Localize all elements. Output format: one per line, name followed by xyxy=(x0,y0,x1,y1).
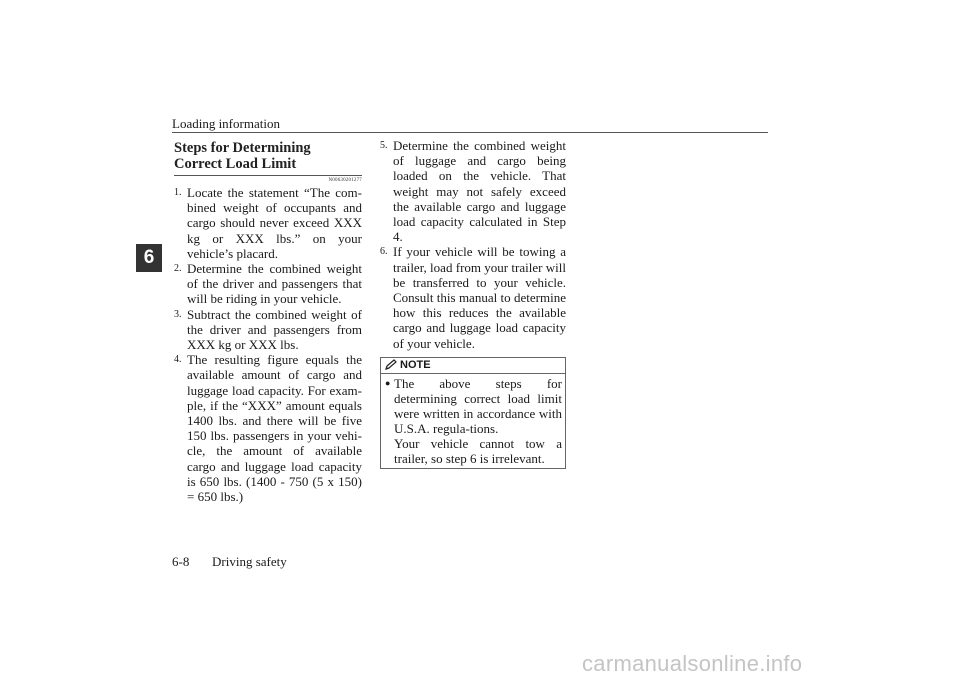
step-number: 1. xyxy=(174,187,182,198)
step-number: 4. xyxy=(174,354,182,366)
step-number: 5. xyxy=(380,140,388,151)
left-column xyxy=(174,138,362,504)
step-text: Locate the statement “The com-bined weight of occupants and cargo should never exceed XXX kg or XXX lbs.” on your vehicle’s placard. xyxy=(187,185,362,261)
note-paragraph: The above steps for determining correct load limit were written in accordance with U.S.A. regula-tions. xyxy=(394,375,562,436)
steps-list-right xyxy=(380,138,566,351)
pencil-icon xyxy=(384,359,398,371)
section-heading: Steps for Determining Correct Load Limit xyxy=(174,138,362,176)
step-item xyxy=(174,352,362,504)
steps-list-left xyxy=(174,185,362,504)
note-header xyxy=(381,358,565,374)
step-item xyxy=(174,185,362,261)
step-item xyxy=(380,244,566,350)
step-item xyxy=(174,307,362,353)
step-number: 6. xyxy=(380,246,388,258)
watermark: carmanualsonline.info xyxy=(582,651,803,676)
note-body xyxy=(381,374,565,466)
step-item xyxy=(174,261,362,307)
step-item xyxy=(380,138,566,244)
step-text: The resulting figure equals the available amount of cargo and luggage load capacity. For exam-ple, if the “XXX” amount equals 1400 lbs. and there will be five 150 lbs. passengers in your vehi-cle, the amount of available cargo and luggage load capacity is 650 lbs. (1400 - 750 (5 x 150) = 650 lbs.) xyxy=(187,352,362,505)
page-number: 6-8 xyxy=(172,554,190,569)
bullet-icon: ● xyxy=(385,377,391,388)
step-text: Determine the combined weight of luggage and cargo being loaded on the vehicle. That weight may not safely exceed the available cargo and luggage load capacity calculated in Step 4. xyxy=(393,138,566,245)
note-paragraph: Your vehicle cannot tow a trailer, so step 6 is irrelevant. xyxy=(394,435,562,466)
note-box xyxy=(380,357,566,469)
step-text: Determine the combined weight of the driver and passengers that will be riding in your vehicle. xyxy=(187,261,362,307)
section-code: N00630201277 xyxy=(328,178,362,183)
right-column xyxy=(380,136,566,469)
footer-section-title: Driving safety xyxy=(212,554,287,569)
note-text xyxy=(394,376,562,466)
header-rule xyxy=(172,132,768,133)
step-number: 2. xyxy=(174,263,182,275)
chapter-tab: 6 xyxy=(136,244,162,272)
running-header-title: Loading information xyxy=(172,116,280,131)
note-label: NOTE xyxy=(400,359,431,372)
step-text: Subtract the combined weight of the driver and passengers from XXX kg or XXX lbs. xyxy=(187,306,362,353)
step-number: 3. xyxy=(174,308,182,320)
step-text: If your vehicle will be towing a trailer, load from your trailer will be transferred to your vehicle. Consult this manual to determine how this reduces the available cargo and luggage load capacity of your vehicle. xyxy=(393,244,566,351)
